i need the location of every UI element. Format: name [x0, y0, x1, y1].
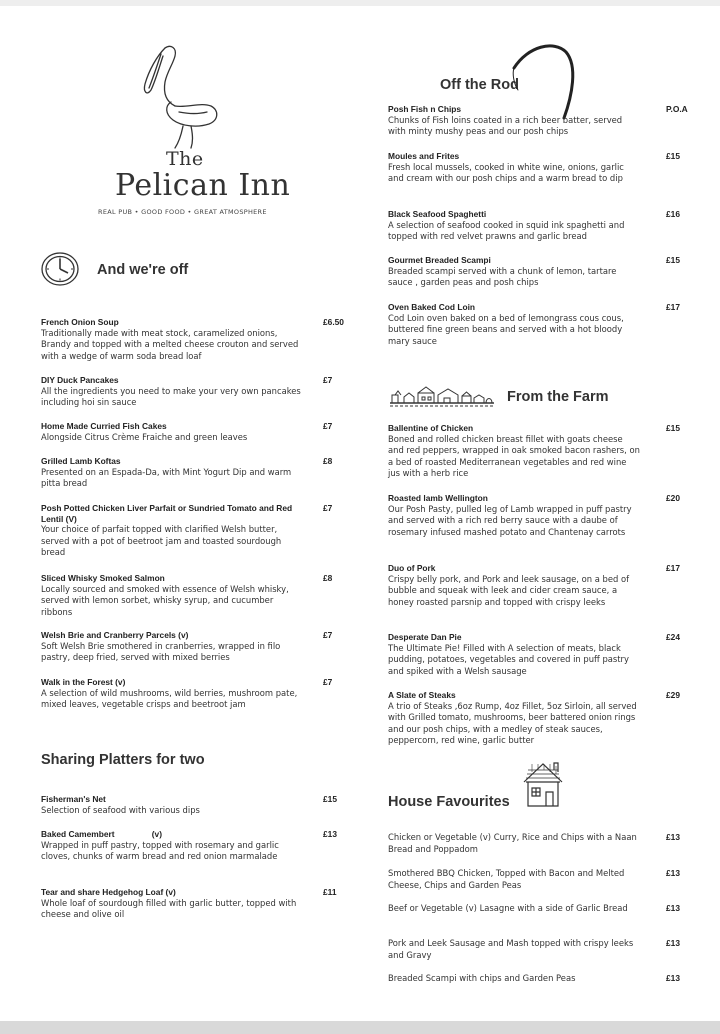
- item-name: Moules and Frites: [388, 151, 460, 161]
- item-name: Baked Camembert (v): [41, 829, 163, 839]
- item-name: Grilled Lamb Koftas: [41, 456, 121, 466]
- item-price: £13: [666, 973, 680, 983]
- item-name: Sliced Whisky Smoked Salmon: [41, 573, 165, 583]
- bottom-edge: [0, 1021, 720, 1034]
- item-desc: A selection of wild mushrooms, wild berries, mushroom pate, mixed leaves, vegetable crisps and beetroot jam: [41, 687, 298, 709]
- item-price: £7: [323, 630, 333, 640]
- item-price: £13: [666, 868, 680, 878]
- menu-item: [41, 375, 306, 409]
- house-item-desc: Breaded Scampi with chips and Garden Peas: [388, 973, 576, 983]
- section-sharing-title: Sharing Platters for two: [41, 752, 205, 768]
- item-name: A Slate of Steaks: [388, 690, 456, 700]
- item-desc: Our Posh Pasty, pulled leg of Lamb wrapped in puff pastry and served with a rich red berry sauce with a daube of rosemary infused mashed potato and Chantenay carrots: [388, 503, 632, 537]
- menu-item: [388, 423, 640, 480]
- item-price: £7: [323, 677, 333, 687]
- item-price: £11: [323, 887, 337, 897]
- house-icon: [522, 760, 564, 810]
- item-price: £17: [666, 302, 680, 312]
- item-price: P.O.A: [666, 104, 688, 114]
- section-farm-title: From the Farm: [507, 389, 609, 405]
- house-item-desc: Chicken or Vegetable (v) Curry, Rice and Chips with a Naan Bread and Poppadom: [388, 832, 637, 854]
- top-edge: [0, 0, 720, 6]
- item-name: Black Seafood Spaghetti: [388, 209, 487, 219]
- item-desc: All the ingredients you need to make your very own pancakes including hoi sin sauce: [41, 385, 301, 407]
- item-price: £29: [666, 690, 680, 700]
- menu-item: [388, 493, 640, 538]
- menu-item: [41, 421, 306, 443]
- item-desc: Fresh local mussels, cooked in white wine, onions, garlic and cream with our posh chips and a warm bread to dip: [388, 161, 624, 183]
- item-name: Fisherman's Net: [41, 794, 106, 804]
- item-price: £7: [323, 375, 333, 385]
- item-name: Ballentine of Chicken: [388, 423, 474, 433]
- menu-item: [388, 302, 640, 347]
- menu-item: [388, 151, 640, 185]
- item-name: Walk in the Forest (v): [41, 677, 126, 687]
- item-desc: A trio of Steaks ,6oz Rump, 4oz Fillet, 5oz Sirloin, all served with Grilled tomato, mushrooms, beer battered onion rings and our posh chips, with a medley of steak sauces, peppercorn, red wine, garlic butter: [388, 700, 637, 745]
- item-price: £7: [323, 503, 333, 513]
- section-house-title: House Favourites: [388, 794, 510, 810]
- item-desc: Wrapped in puff pastry, topped with rosemary and garlic cloves, chunks of warm bread and red onion marmalade: [41, 839, 279, 861]
- item-desc: Cod Loin oven baked on a bed of lemongrass cous cous, buttered fine green beans and served with a hot bloody mary sauce: [388, 312, 624, 346]
- house-item-desc: Beef or Vegetable (v) Lasagne with a side of Garlic Bread: [388, 903, 628, 913]
- menu-item: [41, 829, 306, 863]
- item-price: £15: [666, 151, 680, 161]
- menu-item: [41, 887, 306, 921]
- brand-the: The: [166, 148, 204, 170]
- item-name: Desperate Dan Pie: [388, 632, 462, 642]
- item-desc: Breaded scampi served with a chunk of lemon, tartare sauce , garden peas and posh chips: [388, 265, 617, 287]
- section-starters-title: And we're off: [97, 262, 189, 278]
- item-price: £7: [323, 421, 333, 431]
- item-price: £24: [666, 632, 680, 642]
- menu-item: [41, 794, 306, 816]
- item-desc: A selection of seafood cooked in squid ink spaghetti and topped with red velvet prawns and garlic bread: [388, 219, 625, 241]
- item-desc: Boned and rolled chicken breast fillet with goats cheese and red peppers, wrapped in oak smoked bacon rashers, on a bed of roasted Mediterranean vegetables and red wine jus with a herb rice: [388, 433, 640, 478]
- item-name: French Onion Soup: [41, 317, 119, 327]
- item-desc: Whole loaf of sourdough filled with garlic butter, topped with cheese and olive oil: [41, 897, 297, 919]
- menu-item: [41, 573, 306, 618]
- menu-item: [41, 503, 306, 559]
- item-name: DIY Duck Pancakes: [41, 375, 119, 385]
- item-price: £15: [666, 423, 680, 433]
- menu-item: [388, 632, 640, 677]
- item-desc: Crispy belly pork, and Pork and leek sausage, on a bed of bubble and squeak with leek and cider cream sauce, a honey roasted parsnip and topped with crispy leeks: [388, 573, 630, 607]
- brand-tagline: REAL PUB • GOOD FOOD • GREAT ATMOSPHERE: [98, 208, 267, 216]
- item-name: Gourmet Breaded Scampi: [388, 255, 491, 265]
- item-price: £17: [666, 563, 680, 573]
- menu-item: [41, 677, 306, 711]
- menu-item: [388, 563, 640, 608]
- menu-item: [41, 456, 306, 490]
- item-name: Welsh Brie and Cranberry Parcels (v): [41, 630, 189, 640]
- item-price: £13: [323, 829, 337, 839]
- item-desc: Chunks of Fish loins coated in a rich beer batter, served with minty mushy peas and our posh chips: [388, 114, 623, 136]
- item-desc: Soft Welsh Brie smothered in cranberries, wrapped in filo pastry, deep fried, served with mixed berries: [41, 640, 281, 662]
- menu-item: [41, 317, 306, 362]
- menu-item: [388, 104, 640, 138]
- item-desc: The Ultimate Pie! Filled with A selection of meats, black pudding, potatoes, vegetables and covered in puff pastry and spiked with a Welsh sausage: [388, 642, 629, 676]
- item-desc: Locally sourced and smoked with essence of Welsh whisky, served with lemon sorbet, whisky syrup, and cucumber ribbons: [41, 583, 289, 617]
- item-price: £15: [666, 255, 680, 265]
- item-desc: Your choice of parfait topped with clarified Welsh butter, served with a pot of beetroot jam and toasted sourdough bread: [41, 524, 282, 557]
- item-price: £8: [323, 456, 333, 466]
- menu-item: [388, 255, 640, 289]
- item-price: £6.50: [323, 317, 344, 327]
- item-price: £16: [666, 209, 680, 219]
- item-name: Tear and share Hedgehog Loaf (v): [41, 887, 176, 897]
- item-desc: Selection of seafood with various dips: [41, 804, 200, 815]
- clock-icon: [40, 251, 82, 287]
- house-item-desc: Smothered BBQ Chicken, Topped with Bacon and Melted Cheese, Chips and Garden Peas: [388, 868, 625, 890]
- menu-item: [388, 209, 640, 243]
- item-price: £13: [666, 903, 680, 913]
- item-name: Oven Baked Cod Loin: [388, 302, 476, 312]
- pelican-icon: [135, 42, 227, 152]
- item-price: £13: [666, 938, 680, 948]
- farm-icon: [388, 383, 496, 409]
- item-name: Roasted lamb Wellington: [388, 493, 488, 503]
- brand-name: Pelican Inn: [115, 168, 291, 203]
- item-desc: Alongside Citrus Crème Fraiche and green leaves: [41, 431, 248, 442]
- item-name: Home Made Curried Fish Cakes: [41, 421, 167, 431]
- item-desc: Presented on an Espada-Da, with Mint Yogurt Dip and warm pitta bread: [41, 466, 292, 488]
- item-price: £8: [323, 573, 333, 583]
- item-price: £20: [666, 493, 680, 503]
- item-desc: Traditionally made with meat stock, caramelized onions, Brandy and topped with a melted cheese crouton and served with a wedge of warm soda bread loaf: [41, 327, 299, 361]
- item-name: Posh Fish n Chips: [388, 104, 462, 114]
- menu-item: [41, 630, 306, 664]
- item-price: £15: [323, 794, 337, 804]
- section-rod-title: Off the Rod: [440, 77, 519, 93]
- item-name: Duo of Pork: [388, 563, 436, 573]
- item-name: Posh Potted Chicken Liver Parfait or Sundried Tomato and Red Lentil (V): [41, 503, 293, 524]
- menu-item: [388, 690, 640, 747]
- item-price: £13: [666, 832, 680, 842]
- house-item-desc: Pork and Leek Sausage and Mash topped with crispy leeks and Gravy: [388, 938, 634, 960]
